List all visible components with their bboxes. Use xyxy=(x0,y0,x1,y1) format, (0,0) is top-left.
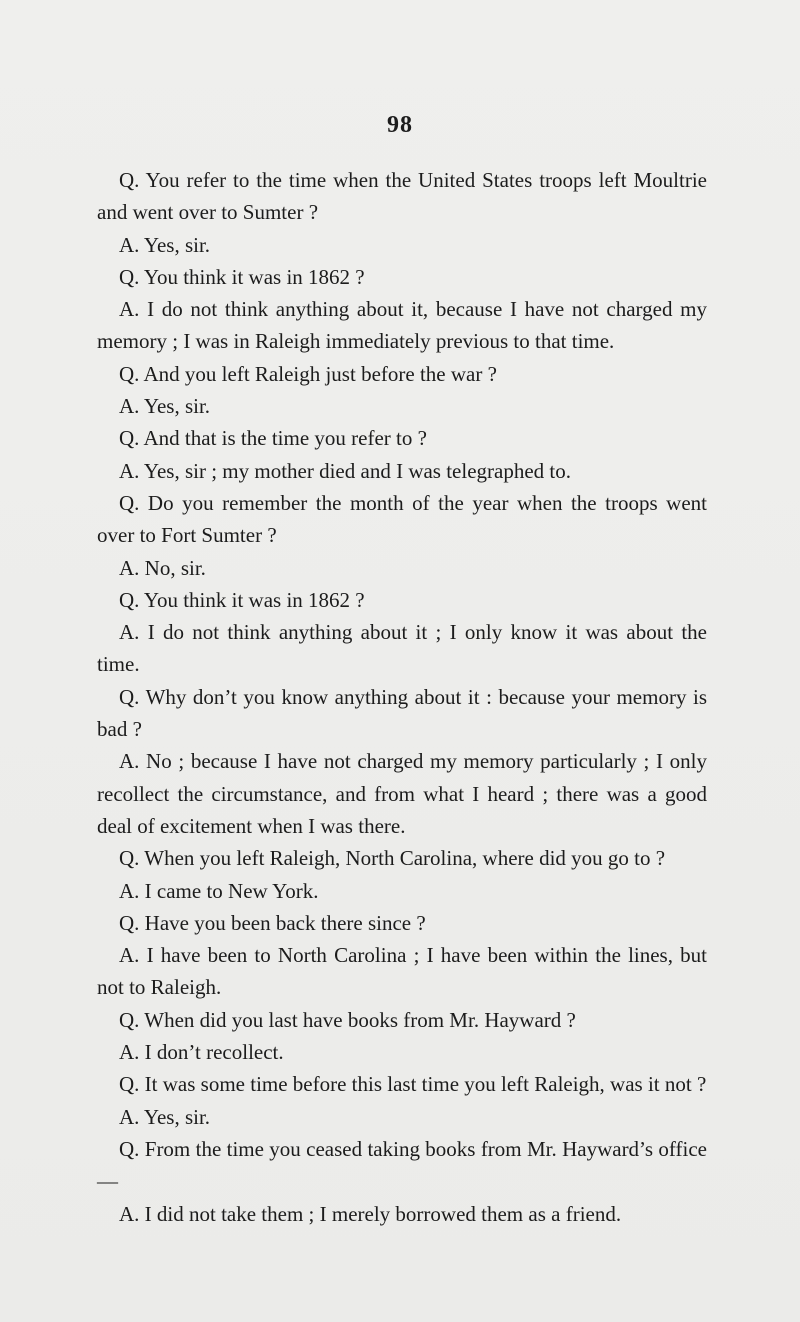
paragraph: Q. It was some time before this last time you left Raleigh, was it not ? xyxy=(119,1072,707,1097)
paragraph: Q. When you left Raleigh, North Carolina, where did you go to ? xyxy=(119,846,666,871)
paragraph: Q. You think it was in 1862 ? xyxy=(119,587,365,612)
paragraph: A. Yes, sir. xyxy=(119,1104,211,1129)
paragraph: A. I do not think anything about it, because I have not charged my memory ; I was in Raleigh immediately previous to that time. xyxy=(97,297,707,354)
paragraph: Q. And that is the time you refer to ? xyxy=(119,426,427,451)
paragraph: Q. You refer to the time when the United States troops left Moultrie and went over to Sumter ? xyxy=(97,168,707,225)
paragraph: Q. From the time you ceased taking books from Mr. Hayward’s office— xyxy=(97,1136,707,1194)
paragraph: Q. And you left Raleigh just before the war ? xyxy=(119,361,497,386)
paragraph: A. I don’t recollect. xyxy=(119,1040,284,1065)
testimony-text xyxy=(97,164,707,1230)
paragraph: A. Yes, sir. xyxy=(119,232,211,257)
paragraph: A. I came to New York. xyxy=(119,878,319,903)
paragraph: A. I did not take them ; I merely borrowed them as a friend. xyxy=(119,1201,622,1226)
paragraph: A. Yes, sir. xyxy=(119,394,211,419)
paragraph: Q. Why don’t you know anything about it : because your memory is bad ? xyxy=(97,684,707,742)
paragraph: A. Yes, sir ; my mother died and I was telegraphed to. xyxy=(119,458,572,483)
paragraph: Q. Have you been back there since ? xyxy=(119,910,426,935)
page-number: 98 xyxy=(387,112,413,138)
paragraph: A. No ; because I have not charged my memory particularly ; I only recollect the circumstance, and from what I heard ; there was a good deal of excitement when I was there. xyxy=(97,749,707,838)
paragraph: Q. Do you remember the month of the year when the troops went over to Fort Sumter ? xyxy=(97,490,707,548)
paragraph: Q. You think it was in 1862 ? xyxy=(119,264,365,289)
paragraph: A. I do not think anything about it ; I only know it was about the time. xyxy=(97,620,707,677)
paragraph: Q. When did you last have books from Mr. Hayward ? xyxy=(119,1007,576,1032)
paragraph: A. No, sir. xyxy=(119,555,206,580)
paragraph: A. I have been to North Carolina ; I have been within the lines, but not to Raleigh. xyxy=(97,943,707,1000)
